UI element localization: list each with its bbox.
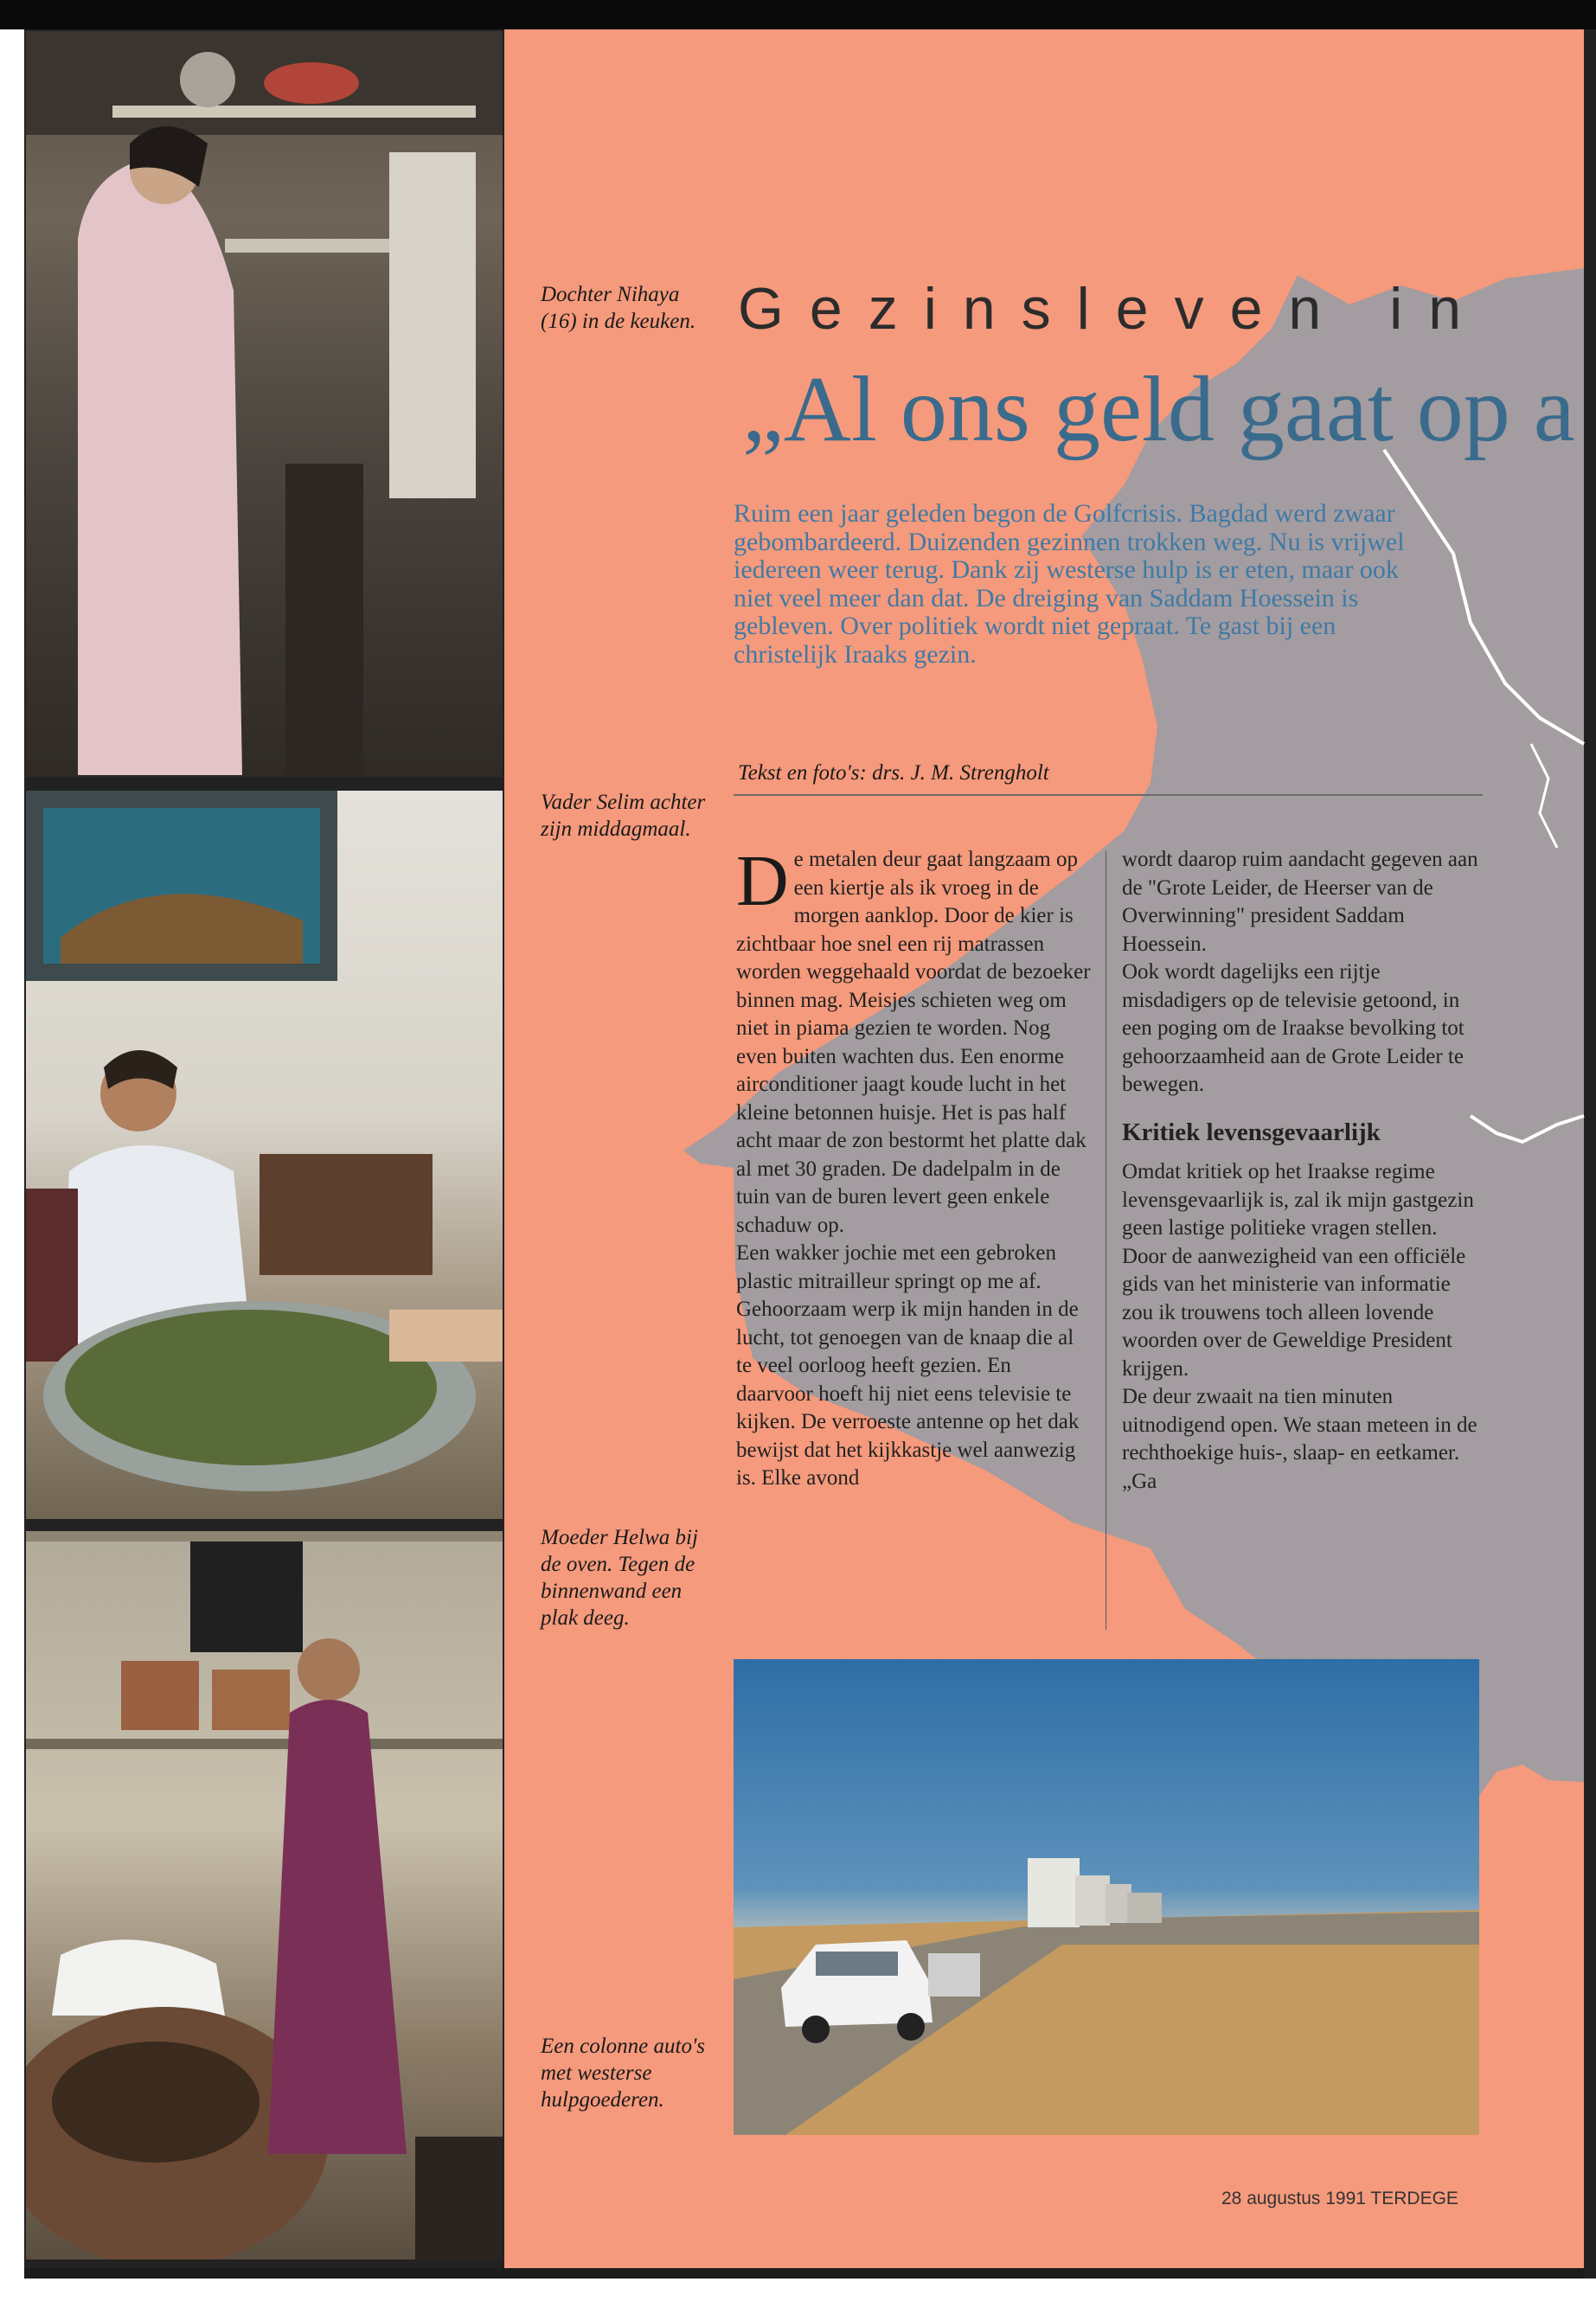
page-footer: 28 augustus 1991 TERDEGE: [1221, 2189, 1458, 2208]
paragraph-text: e metalen deur gaat langzaam op een kiertje als ik vroeg in de morgen aanklop. Door de kier is zichtbaar hoe snel een rij matrassen worden weggehaald voordat de bezoeker binnen mag. Meisjes schieten weg om niet in piama gezien te worden. Nog even buiten wachten dus. Een enorme airconditioner jaagt koude lucht in het kleine betonnen huisje. Het is pas half acht maar de zon bestormt het platte dak al met 30 graden. De dadelpalm in de tuin van de buren levert geen enkele schaduw op.: [736, 848, 1091, 1237]
caption-daughter: Dochter Nihaya (16) in de keuken.: [541, 283, 696, 333]
section-heading: Kritiek levensgevaarlijk: [1122, 1118, 1381, 1146]
paragraph: Een wakker jochie met een gebroken plastic mitrailleur springt op me af. Gehoorzaam werp ik mijn handen in de lucht, tot genoegen van de knaap die al te veel oorloog heeft gezien. En daarvoor hoeft hij niet eens televisie te kijken. De verroeste antenne op het dak bewijst dat het kijkkastje wel aanwezig is. Elke avond: [736, 1241, 1080, 1490]
paragraph: Ook wordt dagelijks een rijtje misdadigers op de televisie getoond, in een poging om de Iraakse bevolking tot gehoorzaamheid aan de Grote Leider te bewegen.: [1122, 960, 1465, 1096]
byline-rule: [734, 794, 1483, 796]
article-column-1: [736, 841, 1093, 1493]
photo-convoy: [734, 1659, 1479, 2135]
paragraph: De deur zwaait na tien minuten uitnodigend open. We staan meteen in de rechthoekige huis-, slaap- en eetkamer. „Ga: [1122, 1385, 1477, 1493]
article-column-2: [1122, 846, 1478, 1496]
caption-father: Vader Selim achter zijn middagmaal.: [541, 791, 706, 841]
drop-cap: D: [736, 841, 789, 921]
caption-convoy: Een colonne auto's met westerse hulpgoederen.: [541, 2035, 706, 2112]
photo-daughter-kitchen: [26, 31, 503, 777]
page-title: Gezinsleven in: [738, 276, 1488, 342]
lead-paragraph: Ruim een jaar geleden begon de Golfcrisis. Bagdad werd zwaar gebombardeerd. Duizenden gezinnen trokken weg. Nu is vrijwel iedereen weer terug. Dank zij westerse hulp is er eten, maar ook niet veel meer dan dat. De dreiging van Saddam Hoessein is gebleven. Over politiek wordt niet gepraat. Te gast bij een christelijk Iraaks gezin.: [734, 499, 1405, 669]
photo-mother-oven: [26, 1531, 503, 2259]
paragraph: wordt daarop ruim aandacht gegeven aan de "Grote Leider, de Heerser van de Overwinning" president Saddam Hoessein.: [1122, 848, 1478, 956]
photo-father-meal: [26, 791, 503, 1519]
paragraph: [736, 841, 1093, 1240]
caption-mother: Moeder Helwa bij de oven. Tegen de binnenwand een plak deeg.: [541, 1526, 698, 1630]
headline: „Al ons geld gaat op a: [742, 358, 1575, 461]
byline: Tekst en foto's: drs. J. M. Strengholt: [738, 761, 1049, 785]
paragraph: Omdat kritiek op het Iraakse regime levensgevaarlijk is, zal ik mijn gastgezin geen lastige politieke vragen stellen. Door de aanwezigheid van een officiële gids van het ministerie van informatie zou ik trouwens toch alleen lovende woorden over de Geweldige President krijgen.: [1122, 1160, 1474, 1381]
